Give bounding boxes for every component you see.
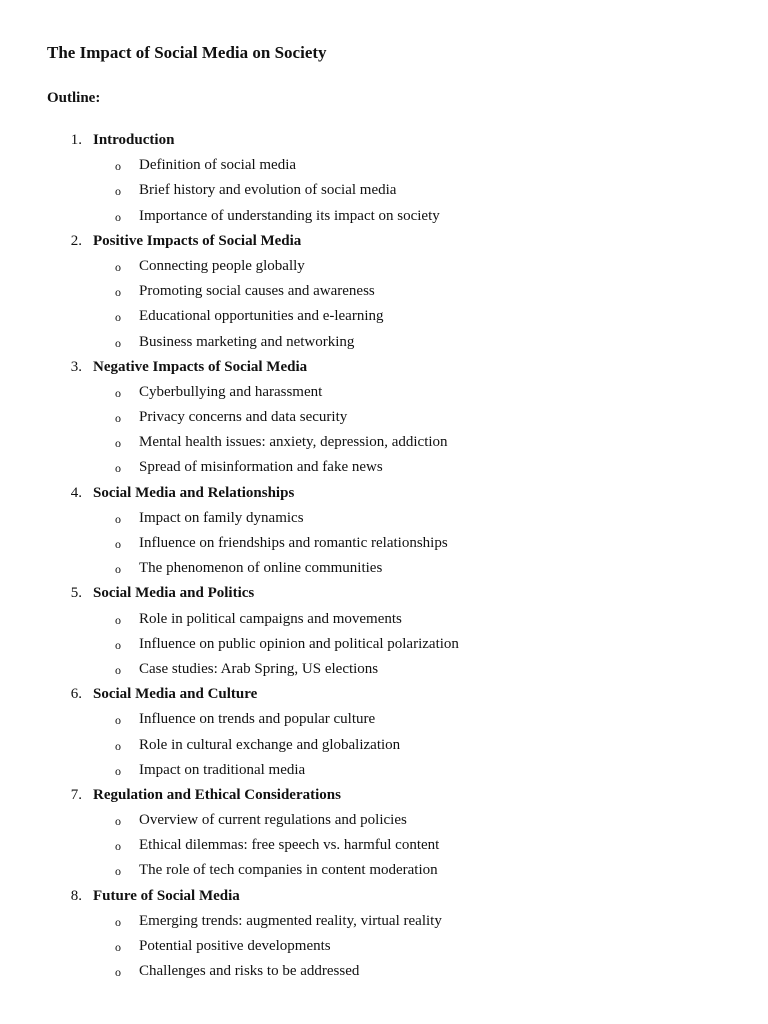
hollow-circle-bullet-icon: o — [115, 461, 121, 476]
list-item — [0, 707, 768, 732]
list-item — [0, 808, 768, 833]
section-title: Negative Impacts of Social Media — [93, 358, 308, 375]
list-item — [0, 607, 768, 632]
list-item — [0, 204, 768, 229]
section-title: Social Media and Culture — [93, 686, 258, 703]
sub-item-list — [0, 707, 768, 783]
section-number: 2. — [70, 232, 82, 249]
hollow-circle-bullet-icon: o — [115, 159, 121, 174]
outline-heading: Outline: — [47, 90, 101, 106]
list-item — [0, 178, 768, 203]
hollow-circle-bullet-icon: o — [115, 285, 121, 300]
list-item — [0, 455, 768, 480]
list-item — [0, 153, 768, 178]
hollow-circle-bullet-icon: o — [115, 637, 121, 652]
outline-section — [0, 128, 768, 229]
list-item-text: Role in political campaigns and movements — [139, 610, 402, 627]
list-item-text: Promoting social causes and awareness — [139, 283, 375, 300]
list-item-text: Importance of understanding its impact on society — [139, 207, 440, 224]
hollow-circle-bullet-icon: o — [115, 965, 121, 980]
hollow-circle-bullet-icon: o — [115, 612, 121, 627]
hollow-circle-bullet-icon: o — [115, 335, 121, 350]
outline-section — [0, 682, 768, 783]
list-item-text: Potential positive developments — [139, 938, 331, 954]
hollow-circle-bullet-icon: o — [115, 310, 121, 325]
list-item — [0, 858, 768, 883]
section-heading — [0, 128, 768, 153]
list-item-text: Mental health issues: anxiety, depression, addiction — [139, 434, 448, 451]
hollow-circle-bullet-icon: o — [115, 411, 121, 426]
hollow-circle-bullet-icon: o — [115, 209, 121, 224]
hollow-circle-bullet-icon: o — [115, 738, 121, 753]
list-item — [0, 405, 768, 430]
list-item — [0, 632, 768, 657]
section-number: 3. — [70, 358, 82, 375]
hollow-circle-bullet-icon: o — [115, 839, 121, 854]
section-heading — [0, 229, 768, 254]
list-item — [0, 506, 768, 531]
list-item-text: Role in cultural exchange and globalization — [139, 736, 401, 753]
hollow-circle-bullet-icon: o — [115, 763, 121, 778]
list-item-text: Influence on public opinion and political polarization — [139, 635, 459, 652]
section-title: Introduction — [93, 132, 175, 148]
outline-section — [0, 355, 768, 481]
list-item-text: Overview of current regulations and policies — [139, 812, 407, 829]
outline-section — [0, 229, 768, 355]
list-item — [0, 657, 768, 682]
outline-section — [0, 884, 768, 985]
hollow-circle-bullet-icon: o — [115, 511, 121, 526]
list-item-text: Business marketing and networking — [139, 333, 355, 350]
list-item — [0, 556, 768, 581]
section-title: Social Media and Relationships — [93, 484, 295, 501]
list-item-text: Impact on traditional media — [139, 761, 306, 778]
hollow-circle-bullet-icon: o — [115, 914, 121, 929]
list-item-text: Spread of misinformation and fake news — [139, 459, 383, 476]
section-number: 7. — [70, 786, 82, 803]
section-heading — [0, 355, 768, 380]
hollow-circle-bullet-icon: o — [115, 864, 121, 879]
outline-section — [0, 783, 768, 884]
hollow-circle-bullet-icon: o — [115, 436, 121, 451]
hollow-circle-bullet-icon: o — [115, 562, 121, 577]
list-item — [0, 304, 768, 329]
list-item — [0, 380, 768, 405]
list-item-text: Definition of social media — [139, 157, 297, 174]
list-item-text: The phenomenon of online communities — [139, 560, 383, 577]
list-item — [0, 733, 768, 758]
hollow-circle-bullet-icon: o — [115, 713, 121, 728]
hollow-circle-bullet-icon: o — [115, 940, 121, 954]
sub-item-list — [0, 808, 768, 884]
list-item-text: Privacy concerns and data security — [139, 409, 348, 426]
outline-section — [0, 581, 768, 682]
list-item-text: The role of tech companies in content moderation — [139, 862, 438, 879]
document-title: The Impact of Social Media on Society — [47, 43, 327, 62]
section-number: 1. — [70, 132, 82, 148]
section-heading — [0, 682, 768, 707]
sub-item-list — [0, 909, 768, 985]
section-title: Positive Impacts of Social Media — [93, 232, 302, 249]
section-title: Future of Social Media — [93, 887, 240, 904]
list-item-text: Brief history and evolution of social media — [139, 182, 397, 199]
list-item — [0, 330, 768, 355]
list-item-text: Connecting people globally — [139, 257, 305, 274]
list-item-text: Influence on friendships and romantic relationships — [139, 535, 448, 551]
list-item — [0, 430, 768, 455]
list-item-text: Influence on trends and popular culture — [139, 711, 376, 728]
section-heading — [0, 783, 768, 808]
section-number: 5. — [70, 585, 82, 602]
sub-item-list — [0, 153, 768, 229]
sub-item-list — [0, 254, 768, 355]
list-item-text: Challenges and risks to be addressed — [139, 963, 360, 980]
list-item — [0, 833, 768, 858]
outline-section — [0, 481, 768, 582]
hollow-circle-bullet-icon: o — [115, 385, 121, 400]
list-item-text: Emerging trends: augmented reality, virtual reality — [139, 912, 442, 929]
section-title: Social Media and Politics — [93, 585, 255, 602]
hollow-circle-bullet-icon: o — [115, 259, 121, 274]
list-item-text: Impact on family dynamics — [139, 509, 304, 526]
list-item-text: Case studies: Arab Spring, US elections — [139, 660, 379, 677]
sub-item-list — [0, 607, 768, 683]
hollow-circle-bullet-icon: o — [115, 662, 121, 677]
list-item — [0, 959, 768, 984]
list-item — [0, 531, 768, 556]
list-item-text: Ethical dilemmas: free speech vs. harmful content — [139, 837, 440, 854]
list-item — [0, 279, 768, 304]
list-item — [0, 934, 768, 959]
section-title: Regulation and Ethical Considerations — [93, 786, 341, 803]
section-number: 8. — [70, 887, 82, 904]
sub-item-list — [0, 506, 768, 582]
list-item — [0, 758, 768, 783]
hollow-circle-bullet-icon: o — [115, 537, 121, 551]
hollow-circle-bullet-icon: o — [115, 814, 121, 829]
section-number: 4. — [70, 484, 82, 501]
section-heading — [0, 481, 768, 506]
sub-item-list — [0, 380, 768, 481]
list-item — [0, 254, 768, 279]
list-item-text: Educational opportunities and e-learning — [139, 308, 384, 325]
section-heading — [0, 884, 768, 909]
list-item-text: Cyberbullying and harassment — [139, 383, 323, 400]
section-heading — [0, 581, 768, 606]
hollow-circle-bullet-icon: o — [115, 184, 121, 199]
section-number: 6. — [70, 686, 82, 703]
outline-list — [0, 128, 768, 984]
list-item — [0, 909, 768, 934]
